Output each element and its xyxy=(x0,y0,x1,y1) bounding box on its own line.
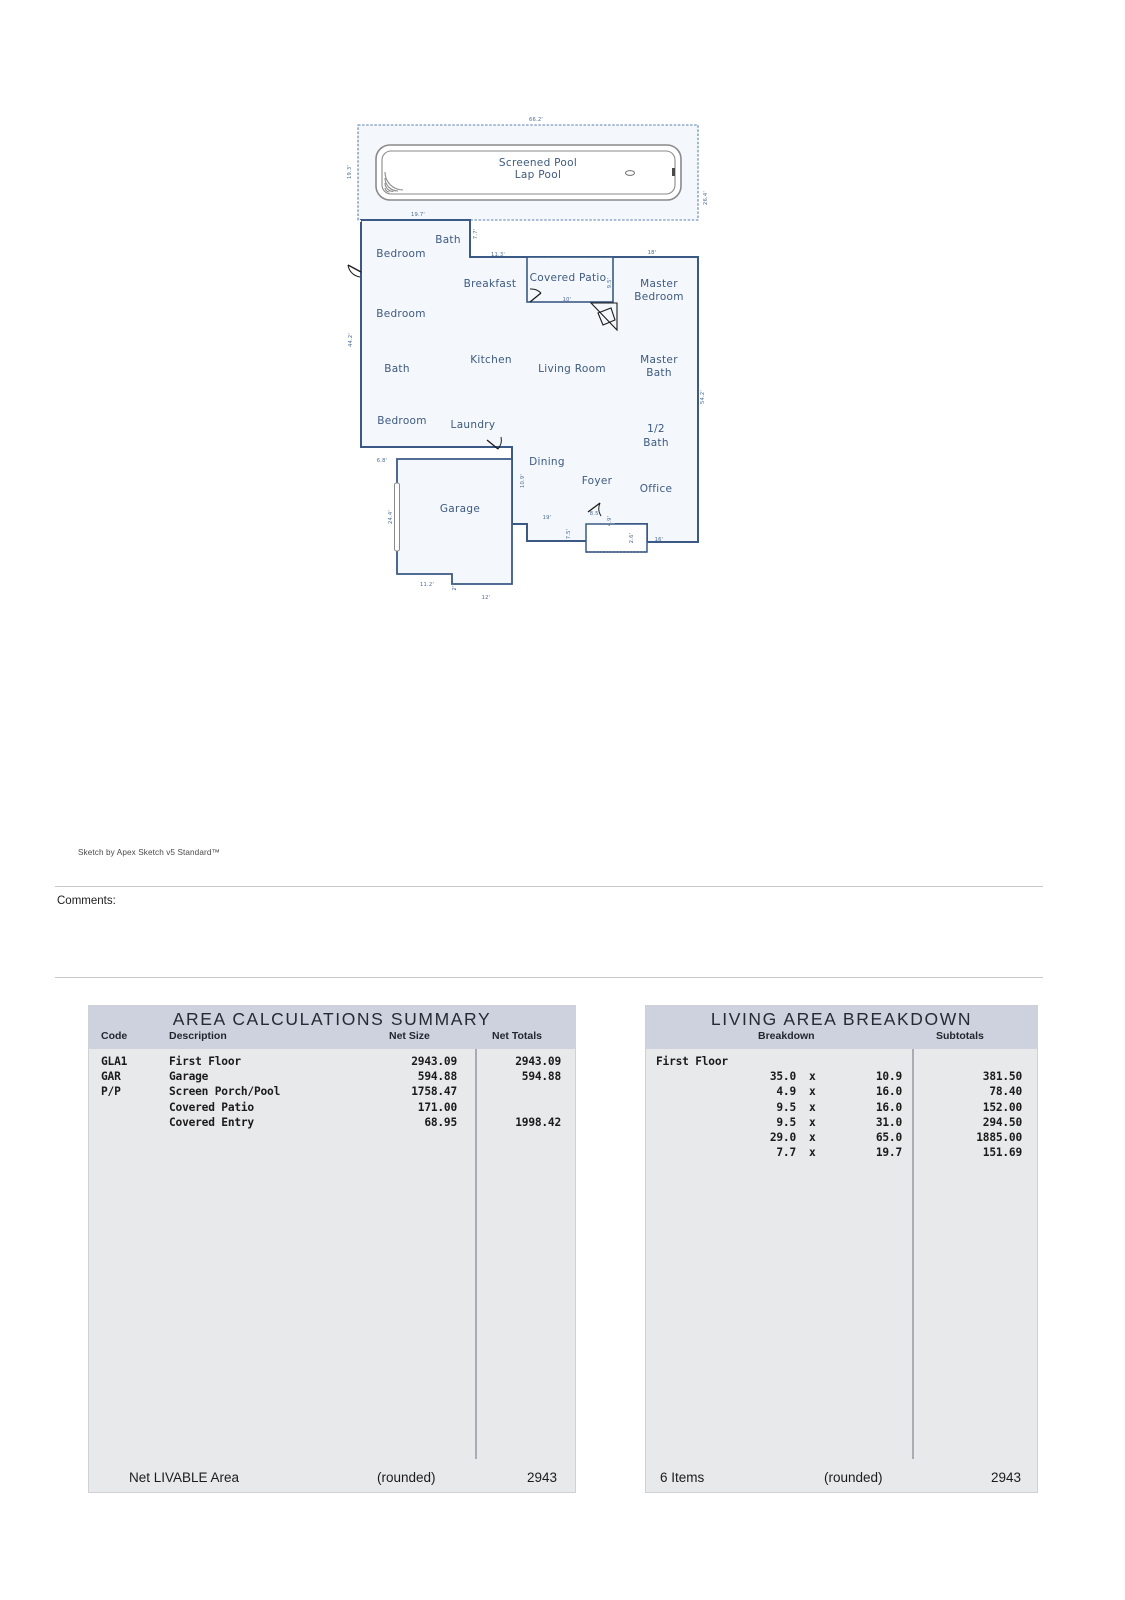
dimension-label: 19.3' xyxy=(347,165,353,179)
room-label: Covered Patio xyxy=(529,272,607,284)
table-row xyxy=(89,1055,575,1070)
area-summary-title: AREA CALCULATIONS SUMMARY xyxy=(172,1009,492,1029)
sketch-credit: Sketch by Apex Sketch v5 Standard™ xyxy=(78,848,220,857)
cell-length: 31.0 xyxy=(875,1115,902,1129)
room-label: Dining xyxy=(529,456,565,468)
dimension-label: 11.2' xyxy=(420,582,434,588)
room-label: Bedroom xyxy=(376,248,426,260)
door-swing-bedroom-left xyxy=(348,265,361,277)
cell-operator: x xyxy=(809,1070,816,1084)
living-area-breakdown-table xyxy=(645,1005,1038,1493)
covered-entry-outline xyxy=(586,524,647,552)
dimension-label: 19.7' xyxy=(411,212,425,218)
dimension-label: 24.4' xyxy=(388,510,394,524)
room-label: Kitchen xyxy=(470,354,512,366)
room-label: Bath xyxy=(646,367,672,379)
room-label: Master xyxy=(640,354,678,366)
room-label: Garage xyxy=(439,503,481,515)
dimension-label: 66.2' xyxy=(529,117,543,123)
col-breakdown: Breakdown xyxy=(758,1030,815,1042)
living-breakdown-columns xyxy=(646,1030,1037,1047)
dimension-label: 12' xyxy=(481,595,491,601)
pool-drain-icon xyxy=(626,171,635,176)
cell-operator: x xyxy=(809,1146,816,1160)
cell-net-total: 1998.42 xyxy=(515,1115,561,1129)
table-row xyxy=(646,1146,1037,1161)
room-label: Breakfast xyxy=(463,278,517,290)
room-label: Bath xyxy=(643,437,669,449)
dimension-label: 26.4' xyxy=(703,191,709,205)
cell-net-total: 594.88 xyxy=(521,1070,561,1084)
col-description: Description xyxy=(169,1030,227,1042)
table-row xyxy=(89,1085,575,1100)
cell-net-size: 171.00 xyxy=(417,1100,457,1114)
pool-skimmer-icon xyxy=(672,168,675,176)
room-label: Office xyxy=(639,483,673,495)
living-breakdown-body xyxy=(646,1049,1037,1459)
dimension-label: 10.9' xyxy=(520,474,526,488)
cell-subtotal: 78.40 xyxy=(989,1085,1022,1099)
cell-operator: x xyxy=(809,1100,816,1114)
cell-description: First Floor xyxy=(169,1055,241,1068)
dimension-label: 7.7' xyxy=(473,228,479,240)
cell-length: 16.0 xyxy=(875,1100,902,1114)
cell-subtotal: 294.50 xyxy=(982,1115,1022,1129)
table-row xyxy=(646,1116,1037,1131)
cell-net-total: 2943.09 xyxy=(515,1055,561,1068)
cell-subtotal: 1885.00 xyxy=(976,1131,1022,1144)
table-row xyxy=(89,1070,575,1085)
room-label: Bedroom xyxy=(376,308,426,320)
dimension-label: 9.5' xyxy=(607,277,613,289)
dimension-label: 6.8' xyxy=(376,458,388,464)
room-label: Screened Pool xyxy=(498,157,578,169)
col-subtotals: Subtotals xyxy=(936,1030,984,1042)
room-label: Bath xyxy=(435,234,461,246)
cell-length: 19.7 xyxy=(875,1146,902,1160)
cell-net-size: 594.88 xyxy=(417,1070,457,1084)
dimension-label: 16' xyxy=(654,537,664,543)
cell-description: Covered Patio xyxy=(169,1100,254,1114)
room-label: 1/2 xyxy=(647,423,665,435)
table-row xyxy=(89,1101,575,1116)
table-row xyxy=(646,1101,1037,1116)
breakdown-group-label-row xyxy=(646,1055,1037,1070)
cell-width: 9.5 xyxy=(776,1100,796,1114)
dimension-label: 4.9' xyxy=(607,515,613,527)
cell-description: Covered Entry xyxy=(169,1115,254,1129)
items-count-label: 6 Items xyxy=(660,1470,705,1485)
cell-width: 4.9 xyxy=(776,1085,796,1099)
cell-net-size: 68.95 xyxy=(424,1115,457,1129)
room-label: Foyer xyxy=(581,475,613,487)
area-summary-columns xyxy=(89,1030,575,1047)
items-rounded: (rounded) xyxy=(824,1470,883,1485)
garage-outline xyxy=(397,459,512,584)
cell-length: 10.9 xyxy=(875,1070,902,1084)
table-row xyxy=(646,1085,1037,1100)
cell-width: 29.0 xyxy=(769,1131,796,1144)
dimension-label: 2.6' xyxy=(629,532,635,544)
dimension-label: 8.5' xyxy=(589,511,601,517)
living-breakdown-header xyxy=(646,1006,1037,1049)
net-livable-total: 2943 xyxy=(526,1470,557,1485)
living-breakdown-title: LIVING AREA BREAKDOWN xyxy=(710,1009,973,1029)
table-row xyxy=(89,1116,575,1131)
col-code: Code xyxy=(101,1030,128,1042)
col-net-totals: Net Totals xyxy=(492,1030,542,1042)
living-breakdown-footer xyxy=(646,1458,1037,1492)
dimension-label: 18' xyxy=(647,250,657,256)
room-label: Living Room xyxy=(538,363,606,375)
dimension-label: 19' xyxy=(542,515,552,521)
cell-description: Screen Porch/Pool xyxy=(169,1085,281,1099)
cell-subtotal: 381.50 xyxy=(982,1070,1022,1084)
table-row xyxy=(646,1070,1037,1085)
room-label: Lap Pool xyxy=(514,169,562,181)
cell-subtotal: 152.00 xyxy=(982,1100,1022,1114)
cell-length: 65.0 xyxy=(875,1131,902,1144)
cell-code: GAR xyxy=(101,1070,121,1084)
table-row xyxy=(646,1131,1037,1146)
comments-divider-bottom xyxy=(55,977,1043,978)
cell-width: 35.0 xyxy=(769,1070,796,1084)
cell-operator: x xyxy=(809,1131,816,1144)
cell-length: 16.0 xyxy=(875,1085,902,1099)
garage-door-icon xyxy=(395,483,400,551)
room-label: Bedroom xyxy=(377,415,427,427)
cell-width: 7.7 xyxy=(776,1146,796,1160)
area-calculations-summary-table xyxy=(88,1005,576,1493)
room-label: Laundry xyxy=(450,419,496,431)
cell-code: P/P xyxy=(101,1085,121,1099)
cell-group-label: First Floor xyxy=(656,1055,728,1068)
room-label: Master xyxy=(640,278,678,290)
net-livable-label: Net LIVABLE Area xyxy=(129,1470,240,1485)
dimension-label: 2' xyxy=(452,585,458,591)
dimension-label: 7.5' xyxy=(566,528,572,540)
dimension-label: 44.2' xyxy=(348,333,354,347)
cell-net-size: 2943.09 xyxy=(411,1055,457,1068)
cell-width: 9.5 xyxy=(776,1115,796,1129)
cell-operator: x xyxy=(809,1115,816,1129)
dimension-label: 11.3' xyxy=(491,252,505,258)
room-label: Bath xyxy=(384,363,410,375)
cell-operator: x xyxy=(809,1085,816,1099)
net-livable-rounded: (rounded) xyxy=(377,1470,436,1485)
room-label: Bedroom xyxy=(634,291,684,303)
col-net-size: Net Size xyxy=(389,1030,430,1042)
items-total: 2943 xyxy=(990,1470,1021,1485)
cell-subtotal: 151.69 xyxy=(982,1146,1022,1160)
area-summary-header xyxy=(89,1006,575,1049)
cell-net-size: 1758.47 xyxy=(411,1085,457,1099)
comments-label: Comments: xyxy=(57,895,116,907)
dimension-label: 54.2' xyxy=(700,390,706,404)
comments-divider-top xyxy=(55,886,1043,887)
cell-code: GLA1 xyxy=(101,1055,128,1068)
dimension-label: 10' xyxy=(562,297,572,303)
cell-description: Garage xyxy=(169,1070,209,1084)
area-summary-footer xyxy=(89,1458,575,1492)
area-summary-body xyxy=(89,1049,575,1459)
